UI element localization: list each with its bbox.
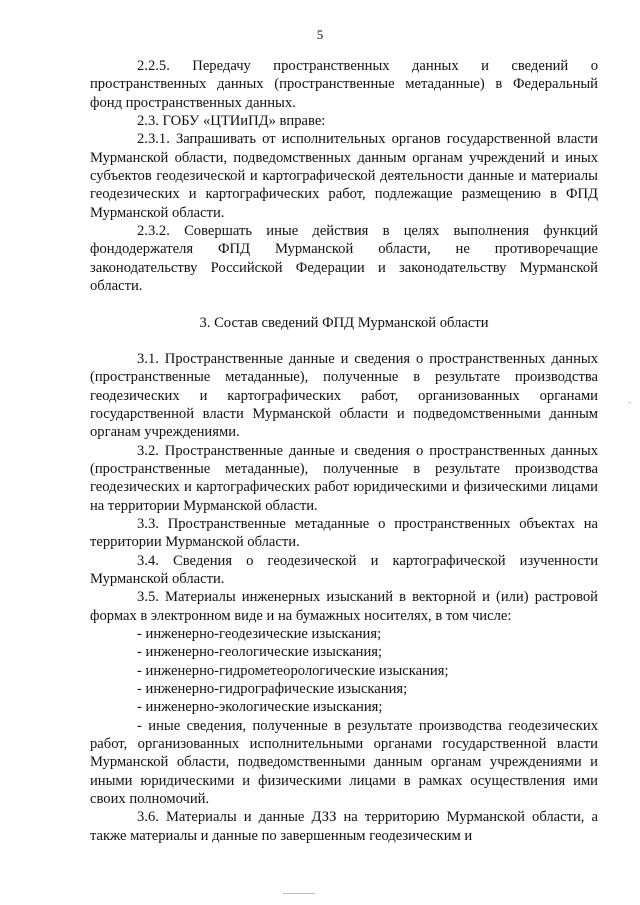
- paragraph-3-1: 3.1. Пространственные данные и сведения о пространственных данных (пространственные метаданные), полученные в результате производства геодезических и картографических работ, организованных органами государственной власти Мурманской области и подведомственными данным органам учреждениями.: [90, 350, 598, 441]
- list-item: - инженерно-экологические изыскания;: [137, 699, 383, 716]
- paragraph-3-6: 3.6. Материалы и данные ДЗЗ на территорию Мурманской области, а также материалы и данные по завершенным геодезическим и: [90, 809, 598, 844]
- paragraph-3-5: 3.5. Материалы инженерных изысканий в векторной и (или) растровой формах в электронном виде и на бумажных носителях, в том числе:: [90, 589, 598, 624]
- margin-mark: -: [628, 397, 631, 407]
- paragraph-3-4: 3.4. Сведения о геодезической и картографической изученности Мурманской области.: [90, 552, 598, 587]
- list-item: - иные сведения, полученные в результате производства геодезических работ, организованных исполнительными органами государственной власти Мурманской области, подведомственными данным органам учреждениями и иными юридическими и физическими лицами в рамках осуществления ими своих полномочий.: [90, 717, 598, 808]
- list-item: - инженерно-геологические изыскания;: [137, 644, 383, 661]
- paragraph-2-2-5: 2.2.5. Передачу пространственных данных и сведений о пространственных данных (пространственные метаданные) в Федеральный фонд пространственных данных.: [90, 58, 598, 111]
- page-number: 5: [316, 27, 324, 42]
- document-body: [90, 57, 598, 845]
- list-item: - инженерно-геодезические изыскания;: [137, 625, 382, 642]
- paragraph-2-3: 2.3. ГОБУ «ЦТИиПД» вправе:: [137, 113, 326, 130]
- paragraph-3-3: 3.3. Пространственные метаданные о пространственных объектах на территории Мурманской области.: [90, 515, 598, 551]
- list-item: - инженерно-гидрографические изыскания;: [137, 681, 408, 697]
- paragraph-2-3-2: 2.3.2. Совершать иные действия в целях выполнения функций фондодержателя ФПД Мурманской области, не противоречащие законодательству Российской Федерации и законодательству Мурманской области.: [90, 223, 598, 295]
- section-heading: 3. Состав сведений ФПД Мурманской области: [199, 315, 489, 332]
- paragraph-2-3-1: 2.3.1. Запрашивать от исполнительных органов государственной власти Мурманской области, подведомственных данным органам учреждений и иных субъектов геодезической и картографической деятельности данные и материалы геодезических и картографических работ, подлежащие размещению в ФПД Мурманской области.: [90, 131, 598, 221]
- scan-artifact-line: [283, 893, 315, 894]
- list-item: - инженерно-гидрометеорологические изыскания;: [137, 662, 449, 679]
- paragraph-3-2: 3.2. Пространственные данные и сведения о пространственных данных (пространственные метаданные), полученные в результате производства геодезических и картографических работ юридическими и физическими лицами на территории Мурманской области.: [90, 442, 598, 514]
